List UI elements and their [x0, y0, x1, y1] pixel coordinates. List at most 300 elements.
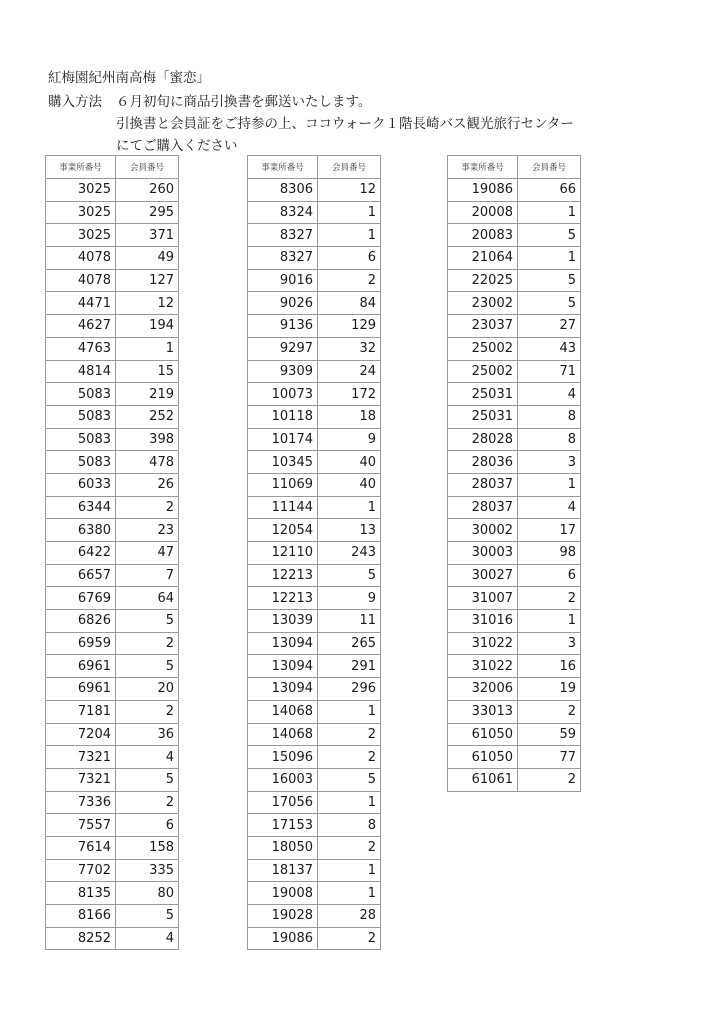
table-row	[248, 587, 381, 610]
office-number-cell: 12054	[248, 519, 318, 542]
member-number-cell: 5	[518, 269, 581, 292]
office-number-cell: 9016	[248, 269, 318, 292]
table-header-row	[448, 156, 581, 179]
table-row	[46, 882, 179, 905]
member-number-cell: 2	[318, 836, 381, 859]
table-row	[448, 428, 581, 451]
member-number-cell: 28	[318, 905, 381, 928]
office-number-cell: 11144	[248, 496, 318, 519]
office-number-cell: 20008	[448, 201, 518, 224]
table-row	[448, 179, 581, 202]
office-number-cell: 23002	[448, 292, 518, 315]
table-header-row	[248, 156, 381, 179]
office-number-cell: 23037	[448, 315, 518, 338]
member-number-cell: 2	[318, 927, 381, 950]
table-row	[46, 383, 179, 406]
table-row	[46, 179, 179, 202]
table-row	[46, 428, 179, 451]
table-row	[448, 201, 581, 224]
office-number-cell: 31022	[448, 632, 518, 655]
table-row	[46, 927, 179, 950]
member-number-cell: 11	[318, 610, 381, 633]
member-number-cell: 9	[318, 428, 381, 451]
office-number-cell: 28028	[448, 428, 518, 451]
member-number-cell: 12	[116, 292, 179, 315]
member-number-cell: 6	[318, 247, 381, 270]
office-number-cell: 13039	[248, 610, 318, 633]
member-number-cell: 6	[518, 564, 581, 587]
office-number-cell: 13094	[248, 655, 318, 678]
office-number-cell: 7557	[46, 814, 116, 837]
member-number-cell: 12	[318, 179, 381, 202]
table-row	[46, 224, 179, 247]
table-row	[46, 269, 179, 292]
table-row	[248, 269, 381, 292]
member-number-cell: 2	[318, 746, 381, 769]
table-row	[448, 564, 581, 587]
office-number-cell: 22025	[448, 269, 518, 292]
office-number-cell: 21064	[448, 247, 518, 270]
member-number-cell: 265	[318, 632, 381, 655]
table-header-row	[46, 156, 179, 179]
office-number-cell: 4627	[46, 315, 116, 338]
member-number-cell: 66	[518, 179, 581, 202]
table-row	[448, 315, 581, 338]
table-row	[248, 882, 381, 905]
table-row	[248, 383, 381, 406]
office-number-cell: 30027	[448, 564, 518, 587]
table-row	[46, 678, 179, 701]
table-row	[448, 247, 581, 270]
member-number-cell: 64	[116, 587, 179, 610]
table-row	[448, 519, 581, 542]
member-number-cell: 49	[116, 247, 179, 270]
office-number-cell: 28036	[448, 451, 518, 474]
member-number-cell: 2	[116, 632, 179, 655]
member-number-cell: 243	[318, 542, 381, 565]
member-number-cell: 291	[318, 655, 381, 678]
office-number-cell: 6033	[46, 473, 116, 496]
member-number-cell: 71	[518, 360, 581, 383]
member-number-cell: 47	[116, 542, 179, 565]
table-row	[248, 859, 381, 882]
table-row	[248, 179, 381, 202]
office-number-cell: 19086	[248, 927, 318, 950]
member-number-cell: 24	[318, 360, 381, 383]
table-row	[448, 746, 581, 769]
table-row	[46, 337, 179, 360]
member-number-header: 会員番号	[116, 156, 179, 179]
table-row	[448, 383, 581, 406]
table-row	[46, 836, 179, 859]
office-number-header: 事業所番号	[46, 156, 116, 179]
office-number-cell: 12213	[248, 564, 318, 587]
member-number-cell: 1	[318, 496, 381, 519]
office-number-cell: 61061	[448, 768, 518, 791]
office-number-cell: 32006	[448, 678, 518, 701]
office-number-cell: 4078	[46, 269, 116, 292]
office-number-cell: 30002	[448, 519, 518, 542]
member-number-cell: 1	[518, 247, 581, 270]
table-row	[248, 315, 381, 338]
office-number-cell: 7321	[46, 746, 116, 769]
office-number-cell: 18050	[248, 836, 318, 859]
table-row	[248, 496, 381, 519]
office-number-cell: 8327	[248, 224, 318, 247]
member-number-cell: 20	[116, 678, 179, 701]
member-number-cell: 9	[318, 587, 381, 610]
office-number-cell: 3025	[46, 224, 116, 247]
office-number-header: 事業所番号	[248, 156, 318, 179]
office-number-cell: 9136	[248, 315, 318, 338]
table-row	[46, 859, 179, 882]
table-row	[248, 791, 381, 814]
table-row	[448, 632, 581, 655]
member-number-cell: 5	[116, 768, 179, 791]
office-number-cell: 19086	[448, 179, 518, 202]
table-row	[448, 610, 581, 633]
office-number-cell: 9026	[248, 292, 318, 315]
table-row	[46, 655, 179, 678]
table-row	[448, 224, 581, 247]
office-number-cell: 10345	[248, 451, 318, 474]
member-number-cell: 172	[318, 383, 381, 406]
member-number-cell: 5	[116, 655, 179, 678]
table-row	[248, 473, 381, 496]
table-row	[248, 201, 381, 224]
member-number-cell: 1	[318, 224, 381, 247]
office-number-cell: 6657	[46, 564, 116, 587]
member-number-cell: 5	[116, 905, 179, 928]
member-number-cell: 4	[518, 383, 581, 406]
table-row	[46, 905, 179, 928]
office-number-cell: 18137	[248, 859, 318, 882]
member-number-cell: 98	[518, 542, 581, 565]
office-number-cell: 7321	[46, 768, 116, 791]
office-number-cell: 7204	[46, 723, 116, 746]
member-number-cell: 43	[518, 337, 581, 360]
member-number-cell: 4	[116, 927, 179, 950]
member-number-cell: 32	[318, 337, 381, 360]
table-row	[46, 519, 179, 542]
office-number-cell: 5083	[46, 451, 116, 474]
member-number-header: 会員番号	[518, 156, 581, 179]
table-row	[248, 292, 381, 315]
table-row	[248, 405, 381, 428]
table-row	[46, 201, 179, 224]
member-number-cell: 5	[518, 224, 581, 247]
office-number-cell: 8166	[46, 905, 116, 928]
purchase-method-line-2: 引換書と会員証をご持参の上、ココウォーク１階長崎バス観光旅行センター	[116, 116, 574, 132]
table-row	[248, 723, 381, 746]
office-number-cell: 28037	[448, 473, 518, 496]
member-number-cell: 23	[116, 519, 179, 542]
table-row	[46, 451, 179, 474]
office-number-cell: 5083	[46, 405, 116, 428]
office-number-cell: 19008	[248, 882, 318, 905]
office-number-cell: 33013	[448, 700, 518, 723]
office-number-cell: 6826	[46, 610, 116, 633]
table-row	[448, 451, 581, 474]
member-number-cell: 478	[116, 451, 179, 474]
table-row	[248, 905, 381, 928]
member-number-cell: 4	[518, 496, 581, 519]
member-number-cell: 1	[318, 201, 381, 224]
table-row	[46, 315, 179, 338]
table-row	[448, 768, 581, 791]
office-number-cell: 8306	[248, 179, 318, 202]
member-number-cell: 295	[116, 201, 179, 224]
member-number-cell: 8	[518, 428, 581, 451]
table-row	[46, 746, 179, 769]
office-number-cell: 12213	[248, 587, 318, 610]
member-number-cell: 8	[518, 405, 581, 428]
member-number-cell: 6	[116, 814, 179, 837]
member-number-cell: 84	[318, 292, 381, 315]
table-row	[248, 610, 381, 633]
office-number-cell: 8252	[46, 927, 116, 950]
table-row	[248, 247, 381, 270]
member-number-cell: 5	[116, 610, 179, 633]
table-row	[46, 292, 179, 315]
member-number-cell: 5	[318, 564, 381, 587]
member-number-cell: 1	[318, 791, 381, 814]
member-number-cell: 8	[318, 814, 381, 837]
member-number-header: 会員番号	[318, 156, 381, 179]
table-row	[46, 723, 179, 746]
member-number-cell: 2	[518, 768, 581, 791]
table-row	[248, 746, 381, 769]
member-number-cell: 18	[318, 405, 381, 428]
table-row	[46, 768, 179, 791]
table-row	[248, 542, 381, 565]
office-number-cell: 5083	[46, 428, 116, 451]
office-number-cell: 3025	[46, 201, 116, 224]
table-row	[46, 405, 179, 428]
office-number-cell: 61050	[448, 746, 518, 769]
office-number-cell: 7336	[46, 791, 116, 814]
member-table-2	[247, 155, 381, 950]
member-number-cell: 5	[318, 768, 381, 791]
table-row	[46, 564, 179, 587]
member-number-cell: 26	[116, 473, 179, 496]
member-number-cell: 296	[318, 678, 381, 701]
member-number-cell: 2	[116, 791, 179, 814]
table-row	[448, 678, 581, 701]
member-number-cell: 15	[116, 360, 179, 383]
table-row	[248, 814, 381, 837]
office-number-cell: 25002	[448, 337, 518, 360]
table-row	[248, 428, 381, 451]
office-number-cell: 4814	[46, 360, 116, 383]
office-number-cell: 6769	[46, 587, 116, 610]
member-number-cell: 1	[318, 882, 381, 905]
office-number-cell: 14068	[248, 700, 318, 723]
office-number-cell: 3025	[46, 179, 116, 202]
table-row	[46, 247, 179, 270]
office-number-cell: 6961	[46, 655, 116, 678]
table-row	[448, 496, 581, 519]
office-number-cell: 25002	[448, 360, 518, 383]
table-row	[448, 269, 581, 292]
table-row	[248, 655, 381, 678]
table-row	[46, 791, 179, 814]
member-number-cell: 59	[518, 723, 581, 746]
member-number-cell: 2	[518, 587, 581, 610]
office-number-cell: 30003	[448, 542, 518, 565]
member-number-cell: 80	[116, 882, 179, 905]
member-number-cell: 1	[518, 610, 581, 633]
office-number-cell: 5083	[46, 383, 116, 406]
table-row	[248, 224, 381, 247]
member-number-cell: 194	[116, 315, 179, 338]
office-number-cell: 61050	[448, 723, 518, 746]
table-row	[46, 496, 179, 519]
member-table-3	[447, 155, 581, 792]
office-number-cell: 6344	[46, 496, 116, 519]
table-row	[46, 632, 179, 655]
office-number-cell: 13094	[248, 632, 318, 655]
table-row	[46, 814, 179, 837]
table-row	[248, 678, 381, 701]
document-title: 紅梅園紀州南高梅「蜜恋」	[48, 70, 210, 86]
purchase-method-line-1: ６月初旬に商品引換書を郵送いたします。	[116, 94, 372, 110]
member-number-cell: 40	[318, 451, 381, 474]
member-number-cell: 127	[116, 269, 179, 292]
member-number-cell: 3	[518, 632, 581, 655]
office-number-cell: 4078	[46, 247, 116, 270]
table-row	[448, 655, 581, 678]
member-number-cell: 77	[518, 746, 581, 769]
office-number-cell: 11069	[248, 473, 318, 496]
table-row	[448, 337, 581, 360]
member-number-cell: 1	[518, 201, 581, 224]
member-number-cell: 2	[116, 700, 179, 723]
office-number-cell: 6959	[46, 632, 116, 655]
table-row	[448, 360, 581, 383]
member-number-cell: 252	[116, 405, 179, 428]
office-number-cell: 19028	[248, 905, 318, 928]
member-number-cell: 1	[318, 859, 381, 882]
office-number-cell: 4763	[46, 337, 116, 360]
member-number-cell: 13	[318, 519, 381, 542]
table-row	[46, 542, 179, 565]
office-number-cell: 25031	[448, 383, 518, 406]
office-number-cell: 7702	[46, 859, 116, 882]
member-number-cell: 27	[518, 315, 581, 338]
office-number-cell: 28037	[448, 496, 518, 519]
member-number-cell: 40	[318, 473, 381, 496]
office-number-cell: 12110	[248, 542, 318, 565]
office-number-cell: 10174	[248, 428, 318, 451]
table-row	[248, 519, 381, 542]
table-row	[46, 700, 179, 723]
member-number-cell: 260	[116, 179, 179, 202]
office-number-header: 事業所番号	[448, 156, 518, 179]
table-row	[248, 700, 381, 723]
table-row	[46, 360, 179, 383]
table-row	[46, 587, 179, 610]
member-number-cell: 16	[518, 655, 581, 678]
table-row	[448, 405, 581, 428]
member-number-cell: 2	[318, 723, 381, 746]
table-row	[248, 564, 381, 587]
office-number-cell: 20083	[448, 224, 518, 247]
table-row	[248, 927, 381, 950]
member-number-cell: 17	[518, 519, 581, 542]
purchase-method-label: 購入方法	[48, 94, 102, 110]
office-number-cell: 16003	[248, 768, 318, 791]
office-number-cell: 6961	[46, 678, 116, 701]
member-number-cell: 7	[116, 564, 179, 587]
member-number-cell: 158	[116, 836, 179, 859]
office-number-cell: 31007	[448, 587, 518, 610]
office-number-cell: 8327	[248, 247, 318, 270]
office-number-cell: 31022	[448, 655, 518, 678]
office-number-cell: 6422	[46, 542, 116, 565]
member-number-cell: 1	[518, 473, 581, 496]
office-number-cell: 10073	[248, 383, 318, 406]
table-row	[448, 723, 581, 746]
member-number-cell: 2	[318, 269, 381, 292]
member-table-1	[45, 155, 179, 950]
member-number-cell: 219	[116, 383, 179, 406]
office-number-cell: 13094	[248, 678, 318, 701]
office-number-cell: 7614	[46, 836, 116, 859]
office-number-cell: 9309	[248, 360, 318, 383]
member-number-cell: 1	[116, 337, 179, 360]
office-number-cell: 17056	[248, 791, 318, 814]
office-number-cell: 25031	[448, 405, 518, 428]
table-row	[448, 542, 581, 565]
office-number-cell: 4471	[46, 292, 116, 315]
office-number-cell: 9297	[248, 337, 318, 360]
member-number-cell: 2	[116, 496, 179, 519]
table-row	[448, 700, 581, 723]
member-number-cell: 398	[116, 428, 179, 451]
purchase-method-line-3: にてご購入ください	[116, 138, 238, 154]
table-row	[248, 360, 381, 383]
table-row	[248, 768, 381, 791]
table-row	[46, 473, 179, 496]
office-number-cell: 31016	[448, 610, 518, 633]
member-number-cell: 3	[518, 451, 581, 474]
table-row	[46, 610, 179, 633]
table-row	[448, 587, 581, 610]
member-number-cell: 36	[116, 723, 179, 746]
member-number-cell: 4	[116, 746, 179, 769]
office-number-cell: 6380	[46, 519, 116, 542]
table-row	[448, 292, 581, 315]
member-number-cell: 5	[518, 292, 581, 315]
table-row	[248, 836, 381, 859]
member-number-cell: 19	[518, 678, 581, 701]
member-number-cell: 371	[116, 224, 179, 247]
table-row	[248, 632, 381, 655]
member-number-cell: 335	[116, 859, 179, 882]
table-row	[248, 451, 381, 474]
office-number-cell: 8324	[248, 201, 318, 224]
table-row	[448, 473, 581, 496]
office-number-cell: 14068	[248, 723, 318, 746]
member-number-cell: 2	[518, 700, 581, 723]
office-number-cell: 7181	[46, 700, 116, 723]
office-number-cell: 8135	[46, 882, 116, 905]
member-number-cell: 129	[318, 315, 381, 338]
table-row	[248, 337, 381, 360]
office-number-cell: 10118	[248, 405, 318, 428]
office-number-cell: 15096	[248, 746, 318, 769]
